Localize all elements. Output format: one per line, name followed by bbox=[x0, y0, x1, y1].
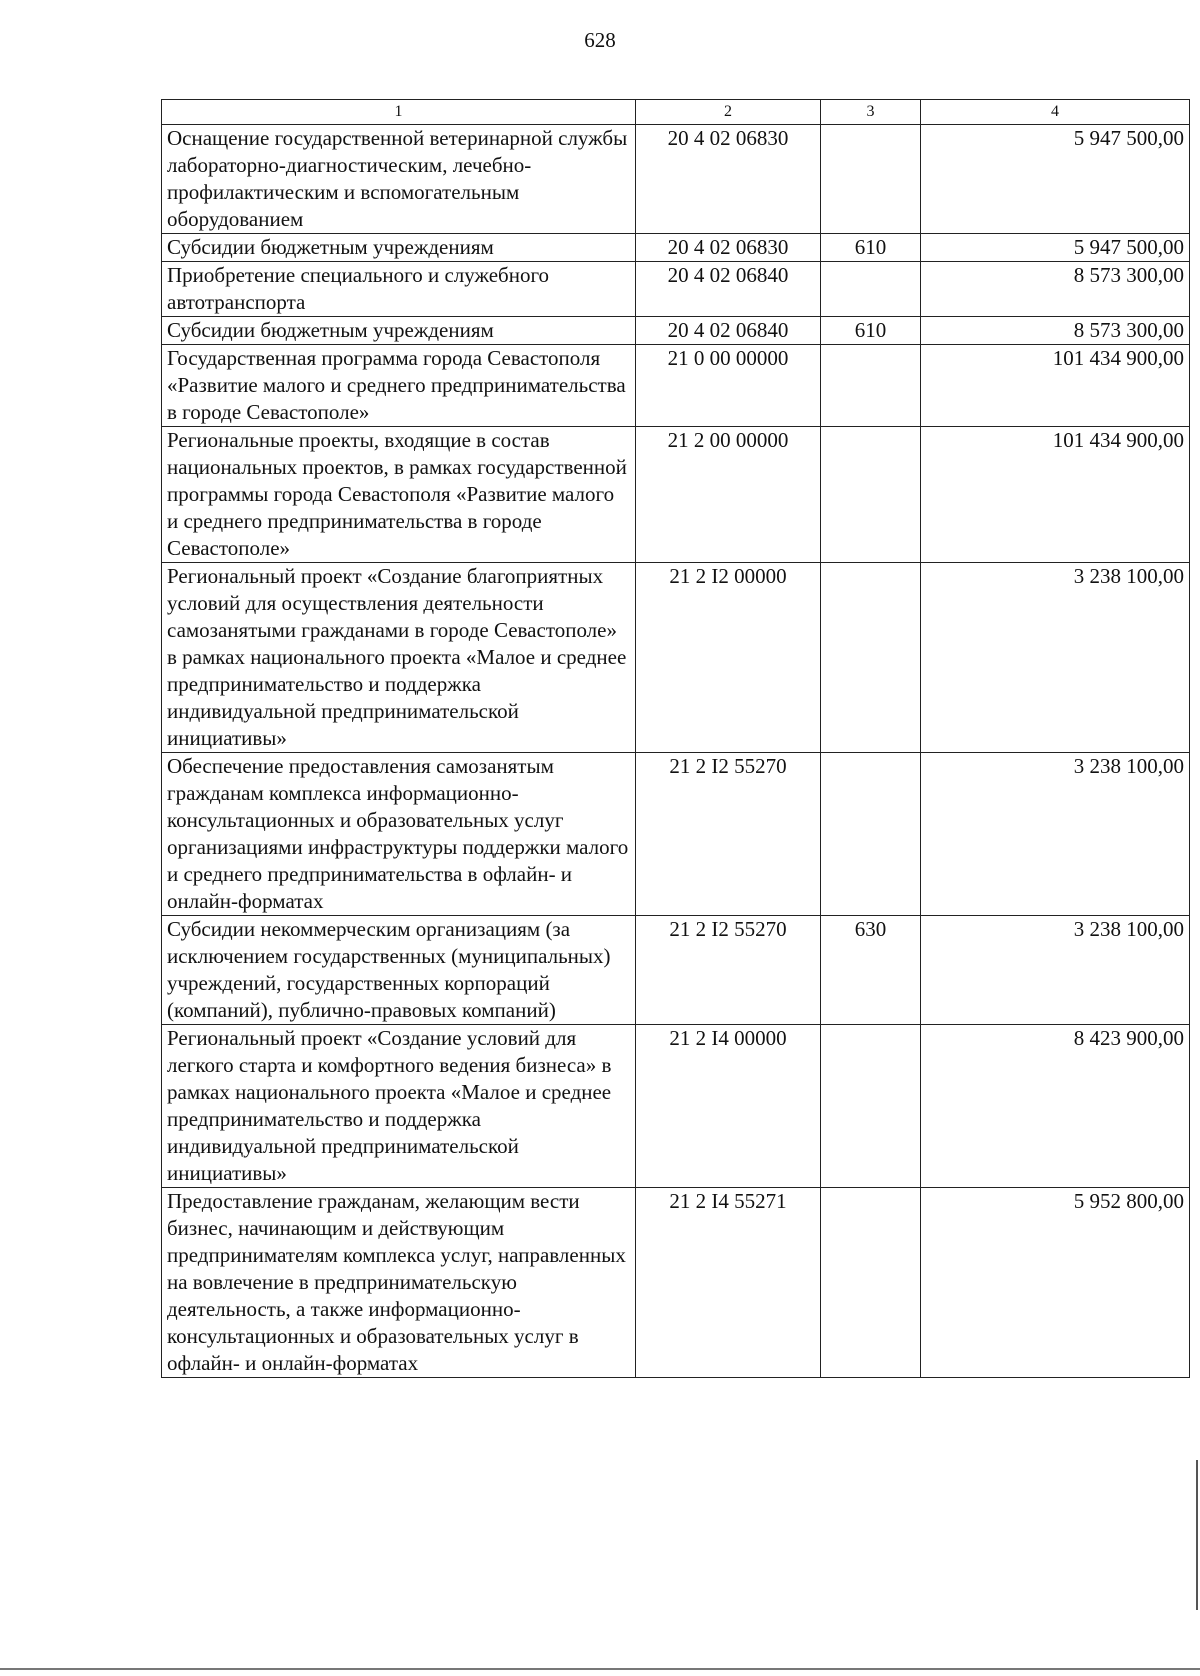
row-name: Оснащение государственной ветеринарной службы лабораторно-диагностическим, лечебно-профилактическим и вспомогательным оборудованием bbox=[162, 125, 636, 234]
row-amount: 3 238 100,00 bbox=[921, 916, 1190, 1025]
table-row bbox=[162, 125, 1190, 234]
scan-artifact-line bbox=[1196, 1460, 1198, 1610]
row-name: Региональный проект «Создание условий для легкого старта и комфортного ведения бизнеса» в рамках национального проекта «Малое и среднее предпринимательство и поддержка индивидуальной предпринимательской инициативы» bbox=[162, 1025, 636, 1188]
row-amount: 3 238 100,00 bbox=[921, 563, 1190, 753]
column-header-3: 3 bbox=[821, 100, 921, 125]
row-name: Предоставление гражданам, желающим вести бизнес, начинающим и действующим предпринимателям комплекса услуг, направленных на вовлечение в предпринимательскую деятельность, а также информационно-консультационных и образовательных услуг в офлайн- и онлайн-форматах bbox=[162, 1188, 636, 1378]
row-code: 20 4 02 06830 bbox=[636, 125, 821, 234]
table-row bbox=[162, 427, 1190, 563]
row-type: 610 bbox=[821, 234, 921, 262]
row-name: Приобретение специального и служебного автотранспорта bbox=[162, 262, 636, 317]
budget-table bbox=[161, 99, 1190, 1378]
row-name: Обеспечение предоставления самозанятым гражданам комплекса информационно-консультационных и образовательных услуг организациями инфраструктуры поддержки малого и среднего предпринимательства в офлайн- и онлайн-форматах bbox=[162, 753, 636, 916]
row-amount: 8 423 900,00 bbox=[921, 1025, 1190, 1188]
table-row bbox=[162, 234, 1190, 262]
row-type bbox=[821, 345, 921, 427]
row-code: 21 2 00 00000 bbox=[636, 427, 821, 563]
table-row bbox=[162, 317, 1190, 345]
row-amount: 8 573 300,00 bbox=[921, 317, 1190, 345]
row-code: 21 2 I2 00000 bbox=[636, 563, 821, 753]
row-name: Субсидии некоммерческим организациям (за исключением государственных (муниципальных) учреждений, государственных корпораций (компаний), публично-правовых компаний) bbox=[162, 916, 636, 1025]
row-type bbox=[821, 1188, 921, 1378]
row-amount: 3 238 100,00 bbox=[921, 753, 1190, 916]
row-name: Региональные проекты, входящие в состав национальных проектов, в рамках государственной программы города Севастополя «Развитие малого и среднего предпринимательства в городе Севастополе» bbox=[162, 427, 636, 563]
table-row bbox=[162, 753, 1190, 916]
row-amount: 101 434 900,00 bbox=[921, 345, 1190, 427]
column-header-4: 4 bbox=[921, 100, 1190, 125]
row-amount: 5 947 500,00 bbox=[921, 234, 1190, 262]
row-code: 20 4 02 06840 bbox=[636, 262, 821, 317]
row-name: Государственная программа города Севастополя «Развитие малого и среднего предпринимательства в городе Севастополе» bbox=[162, 345, 636, 427]
column-header-1: 1 bbox=[162, 100, 636, 125]
table-row bbox=[162, 1025, 1190, 1188]
table-row bbox=[162, 1188, 1190, 1378]
page-number: 628 bbox=[584, 28, 616, 52]
row-name: Субсидии бюджетным учреждениям bbox=[162, 317, 636, 345]
row-code: 21 2 I2 55270 bbox=[636, 916, 821, 1025]
row-amount: 5 947 500,00 bbox=[921, 125, 1190, 234]
column-header-2: 2 bbox=[636, 100, 821, 125]
row-code: 20 4 02 06840 bbox=[636, 317, 821, 345]
table-row bbox=[162, 345, 1190, 427]
row-amount: 101 434 900,00 bbox=[921, 427, 1190, 563]
scan-artifact-bottom-line bbox=[0, 1668, 1200, 1670]
row-type bbox=[821, 1025, 921, 1188]
row-type bbox=[821, 753, 921, 916]
row-code: 21 2 I4 00000 bbox=[636, 1025, 821, 1188]
row-code: 21 0 00 00000 bbox=[636, 345, 821, 427]
row-type bbox=[821, 427, 921, 563]
row-code: 21 2 I4 55271 bbox=[636, 1188, 821, 1378]
row-amount: 8 573 300,00 bbox=[921, 262, 1190, 317]
row-type: 610 bbox=[821, 317, 921, 345]
row-type bbox=[821, 262, 921, 317]
row-amount: 5 952 800,00 bbox=[921, 1188, 1190, 1378]
row-type bbox=[821, 563, 921, 753]
row-code: 21 2 I2 55270 bbox=[636, 753, 821, 916]
table-header-row bbox=[162, 100, 1190, 125]
row-type bbox=[821, 125, 921, 234]
row-name: Субсидии бюджетным учреждениям bbox=[162, 234, 636, 262]
table-row bbox=[162, 563, 1190, 753]
row-type: 630 bbox=[821, 916, 921, 1025]
table-row bbox=[162, 262, 1190, 317]
row-name: Региональный проект «Создание благоприятных условий для осуществления деятельности самозанятыми гражданами в городе Севастополе» в рамках национального проекта «Малое и среднее предпринимательство и поддержка индивидуальной предпринимательской инициативы» bbox=[162, 563, 636, 753]
table-row bbox=[162, 916, 1190, 1025]
row-code: 20 4 02 06830 bbox=[636, 234, 821, 262]
